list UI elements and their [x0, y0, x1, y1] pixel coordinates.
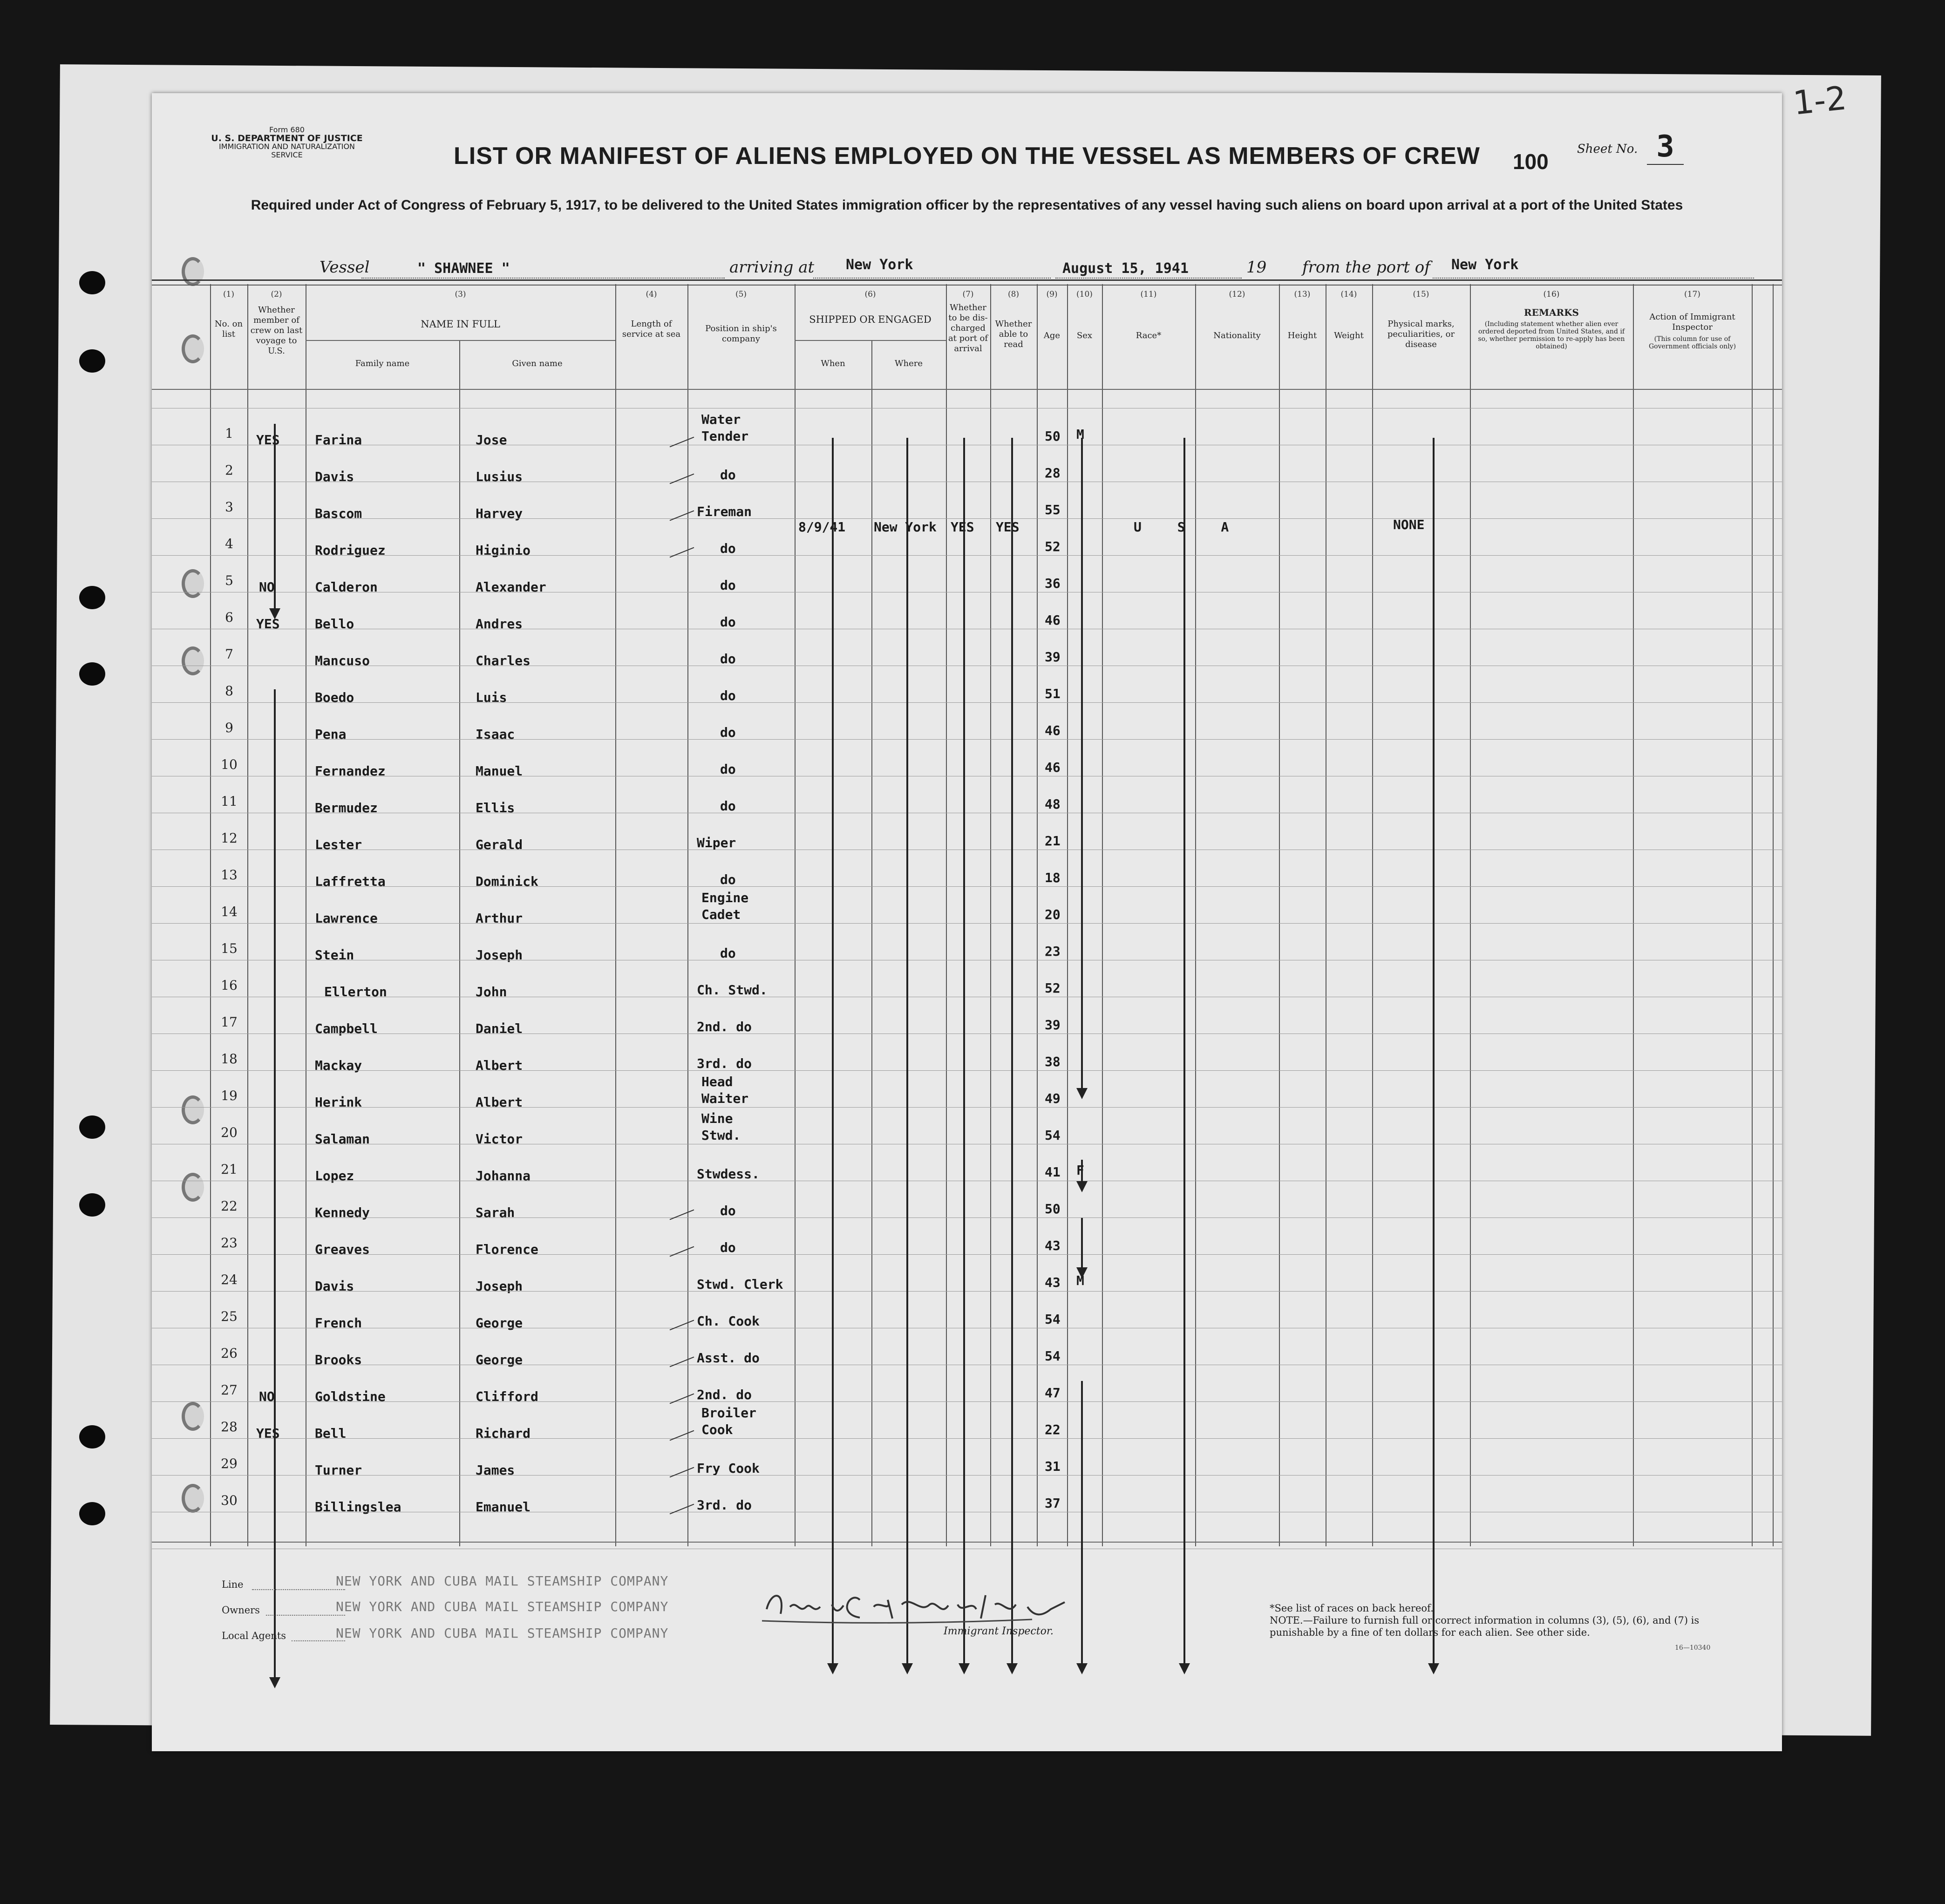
given-name: Manuel [476, 763, 523, 779]
position: Stwd. Clerk [697, 1277, 783, 1292]
binder-hole [79, 1115, 105, 1139]
previous-voyage-value: YES [256, 616, 280, 632]
given-name: George [476, 1352, 523, 1367]
col-number: (13) [1294, 290, 1311, 299]
races-note: *See list of races on back hereof. [1270, 1603, 1434, 1614]
given-name: Albert [476, 1095, 523, 1110]
position: Cook [701, 1422, 733, 1437]
age: 50 [1045, 428, 1061, 444]
header-sex: Sex [1076, 331, 1093, 340]
row-number: 8 [225, 683, 233, 699]
position: 2nd. do [697, 1387, 752, 1402]
age: 18 [1045, 870, 1061, 885]
family-name: Davis [315, 469, 354, 484]
family-name: Rodriguez [315, 543, 386, 558]
vessel-line [152, 252, 1782, 279]
row-number: 19 [221, 1088, 238, 1103]
family-name: Lawrence [315, 911, 378, 926]
col-number: (1) [223, 290, 235, 299]
col-number: (9) [1046, 290, 1058, 299]
col-number: (8) [1007, 290, 1020, 299]
arrival-date: August 15, 1941 [1062, 260, 1189, 277]
previous-voyage-value: YES [256, 432, 280, 448]
age: 54 [1045, 1348, 1061, 1364]
position: do [720, 725, 736, 740]
row-number: 20 [221, 1125, 238, 1140]
given-name: Joseph [476, 947, 523, 963]
age: 37 [1045, 1496, 1061, 1511]
inspector-signature [753, 1581, 1079, 1632]
vessel-name: " SHAWNEE " [417, 260, 510, 277]
row-number: 6 [225, 610, 233, 625]
family-name: Pena [315, 727, 347, 742]
row-number: 7 [225, 646, 233, 662]
binder-hole [79, 1193, 105, 1217]
header-inspector-action: Action of Immigrant Inspector [1649, 312, 1735, 332]
position: Tender [701, 428, 749, 444]
row-number: 26 [221, 1346, 238, 1361]
col-number: (2) [271, 290, 282, 299]
from-port-label: from the port of [1302, 258, 1430, 277]
row-number: 27 [221, 1382, 238, 1398]
page-subtitle: Required under Act of Congress of February 5, 1917, to be delivered to the United States immigration officer by the representatives of any vessel having such aliens on board upon arrival at a port of the United States [251, 197, 1683, 213]
row-number: 2 [225, 462, 233, 478]
position: Wiper [697, 835, 736, 850]
position: Ch. Cook [697, 1313, 760, 1329]
position: Broiler [701, 1405, 757, 1421]
given-name: Arthur [476, 911, 523, 926]
row-number: 24 [221, 1272, 238, 1287]
header-physical-marks: Physical marks, peculiarities, or disease [1387, 319, 1455, 349]
position: do [720, 872, 736, 887]
position: Fireman [697, 504, 752, 519]
row-number: 17 [221, 1014, 238, 1030]
service: IMMIGRATION AND NATURALIZATION SERVICE [219, 142, 355, 159]
given-name: Andres [476, 616, 523, 632]
age: 46 [1045, 723, 1061, 738]
header-family-name: Family name [355, 359, 410, 368]
position: Fry Cook [697, 1461, 760, 1476]
col-number: (11) [1140, 290, 1157, 299]
age: 39 [1045, 649, 1061, 665]
line-label: Line [222, 1579, 244, 1590]
row-number: 4 [225, 536, 233, 551]
given-name: James [476, 1462, 515, 1478]
family-name: Salaman [315, 1131, 370, 1147]
header-position: Position in ship's company [705, 324, 777, 344]
given-name: Alexander [476, 579, 546, 595]
row-number: 22 [221, 1198, 238, 1214]
family-name: Ellerton [324, 984, 387, 1000]
position: Water [701, 412, 741, 427]
given-name: Florence [476, 1242, 538, 1257]
binder-hole [79, 586, 105, 609]
family-name: Greaves [315, 1242, 370, 1257]
header-remarks: REMARKS [1524, 307, 1579, 318]
margin-note: 1-2 [1791, 79, 1849, 122]
age: 28 [1045, 465, 1061, 481]
age: 20 [1045, 907, 1061, 922]
year-prefix: 19 [1246, 258, 1267, 277]
header-previous-voyage: Whether member of crew on last voyage to U.S. [250, 305, 303, 356]
given-name: Higinio [476, 543, 531, 558]
col-number: (3) [455, 290, 466, 299]
family-name: Campbell [315, 1021, 378, 1036]
inspector-caption: Immigrant Inspector. [944, 1625, 1054, 1637]
age: 46 [1045, 760, 1061, 775]
family-name: Calderon [315, 579, 378, 595]
arriving-label: arriving at [729, 258, 815, 277]
age: 39 [1045, 1017, 1061, 1033]
age: 48 [1045, 796, 1061, 812]
col-number: (17) [1684, 290, 1700, 299]
vessel-label: Vessel [320, 258, 370, 277]
print-code: 16—10340 [1675, 1644, 1711, 1652]
given-name: Joseph [476, 1278, 523, 1294]
position: Head [701, 1074, 733, 1089]
position: do [720, 945, 736, 961]
age: 31 [1045, 1459, 1061, 1474]
age: 43 [1045, 1238, 1061, 1253]
previous-voyage-value: YES [256, 1426, 280, 1441]
position: do [720, 578, 736, 593]
header-shipped-where: Where [894, 359, 923, 368]
family-name: Bermudez [315, 800, 378, 816]
given-name: John [476, 984, 507, 1000]
row-number: 16 [221, 978, 238, 993]
age: 52 [1045, 980, 1061, 996]
owners-stamp: NEW YORK AND CUBA MAIL STEAMSHIP COMPANY [336, 1599, 669, 1614]
col-number: (7) [962, 290, 974, 299]
header-given-name: Given name [512, 359, 563, 368]
row-number: 1 [225, 426, 233, 441]
position: do [720, 762, 736, 777]
row-number: 12 [221, 830, 238, 846]
shipped-when-value: 8/9/41 [798, 519, 846, 535]
family-name: Farina [315, 432, 362, 448]
age: 54 [1045, 1312, 1061, 1327]
row-number: 29 [221, 1456, 238, 1471]
header-height: Height [1287, 331, 1317, 340]
able-to-read-value: YES [996, 519, 1020, 535]
family-name: Billingslea [315, 1499, 401, 1515]
header-discharged: Whether to be dis-charged at port of arrival [948, 303, 988, 354]
col-number: (5) [735, 290, 747, 299]
age: 23 [1045, 944, 1061, 959]
race-value: U S A [1134, 519, 1243, 535]
family-name: Boedo [315, 690, 354, 705]
age: 43 [1045, 1275, 1061, 1290]
owners-label: Owners [222, 1605, 260, 1616]
age: 46 [1045, 612, 1061, 628]
crew-table [152, 284, 1782, 1546]
agents-stamp: NEW YORK AND CUBA MAIL STEAMSHIP COMPANY [336, 1625, 669, 1641]
header-weight: Weight [1334, 331, 1364, 340]
row-number: 23 [221, 1235, 238, 1251]
given-name: Ellis [476, 800, 515, 816]
header-age: Age [1043, 331, 1061, 340]
age: 55 [1045, 502, 1061, 517]
col-number: (4) [646, 290, 657, 299]
family-name: Turner [315, 1462, 362, 1478]
position: Cadet [701, 907, 741, 922]
row-number: 11 [221, 794, 238, 809]
row-number: 9 [225, 720, 233, 735]
header-length-of-service: Length of service at sea [622, 319, 681, 339]
row-number: 10 [221, 757, 238, 772]
given-name: George [476, 1315, 523, 1331]
given-name: Clifford [476, 1389, 538, 1404]
position: Ch. Stwd. [697, 982, 768, 998]
manifest-number: 100 [1513, 150, 1549, 174]
age: 41 [1045, 1164, 1061, 1180]
position: Stwdess. [697, 1166, 760, 1182]
row-number: 14 [221, 904, 238, 919]
row-number: 15 [221, 941, 238, 956]
family-name: Kennedy [315, 1205, 370, 1220]
given-name: Jose [476, 432, 507, 448]
sheet-number-value: 3 [1647, 129, 1684, 165]
physical-marks-value: NONE [1393, 517, 1425, 532]
position: Stwd. [701, 1128, 741, 1143]
position: Asst. do [697, 1350, 760, 1366]
position: do [720, 1240, 736, 1255]
family-name: Bell [315, 1426, 347, 1441]
family-name: Lester [315, 837, 362, 852]
row-number: 5 [225, 573, 233, 588]
col-number: (16) [1543, 290, 1560, 299]
binder-hole [79, 271, 105, 294]
penalty-note: NOTE.—Failure to furnish full or correct information in columns (3), (5), (6), and (7) is punishable by a fine of ten dollars for each alien. See other side. [1270, 1615, 1700, 1638]
age: 38 [1045, 1054, 1061, 1069]
family-name: Mackay [315, 1058, 362, 1073]
sex: F [1076, 1163, 1084, 1178]
previous-voyage-value: NO [259, 579, 275, 595]
header-remarks-note: (Including statement whether alien ever ordered deported from United States, and if so, whether permission to re-apply has been obtained) [1478, 320, 1625, 350]
header-nationality: Nationality [1213, 331, 1261, 340]
family-name: Brooks [315, 1352, 362, 1367]
row-number: 28 [221, 1419, 238, 1435]
binder-hole [79, 1502, 105, 1525]
binder-hole [79, 662, 105, 686]
given-name: Emanuel [476, 1499, 531, 1515]
col-number: (10) [1076, 290, 1093, 299]
age: 50 [1045, 1201, 1061, 1217]
arriving-port: New York [846, 257, 913, 273]
given-name: Johanna [476, 1168, 531, 1183]
position: do [720, 688, 736, 703]
given-name: Victor [476, 1131, 523, 1147]
given-name: Gerald [476, 837, 523, 852]
row-number: 3 [225, 499, 233, 515]
col-number: (6) [864, 290, 876, 299]
position: 3rd. do [697, 1497, 752, 1513]
given-name: Charles [476, 653, 531, 668]
age: 51 [1045, 686, 1061, 701]
manifest-sheet [152, 93, 1782, 1751]
row-number: 18 [221, 1051, 238, 1067]
given-name: Lusius [476, 469, 523, 484]
given-name: Daniel [476, 1021, 523, 1036]
family-name: Stein [315, 947, 354, 963]
col-number: (15) [1413, 290, 1429, 299]
position: do [720, 614, 736, 630]
binder-hole [79, 349, 105, 373]
binder-hole [79, 1425, 105, 1448]
family-name: French [315, 1315, 362, 1331]
family-name: Lopez [315, 1168, 354, 1183]
age: 22 [1045, 1422, 1061, 1437]
position: do [720, 798, 736, 814]
given-name: Albert [476, 1058, 523, 1073]
age: 49 [1045, 1091, 1061, 1106]
position: Engine [701, 890, 749, 905]
shipped-where-value: New York [874, 519, 937, 535]
position: 2nd. do [697, 1019, 752, 1034]
age: 47 [1045, 1385, 1061, 1401]
position: do [720, 467, 736, 483]
sex: M [1076, 427, 1084, 442]
header-shipped-or-engaged: SHIPPED OR ENGAGED [809, 314, 932, 325]
family-name: Bascom [315, 506, 362, 521]
given-name: Luis [476, 690, 507, 705]
position: do [720, 1203, 736, 1218]
form-number: Form 680 [269, 125, 305, 134]
family-name: Mancuso [315, 653, 370, 668]
from-port: New York [1451, 257, 1519, 273]
family-name: Fernandez [315, 763, 386, 779]
given-name: Harvey [476, 506, 523, 521]
age: 52 [1045, 539, 1061, 554]
row-number: 21 [221, 1162, 238, 1177]
col-number: (14) [1340, 290, 1357, 299]
row-number: 30 [221, 1493, 238, 1508]
given-name: Richard [476, 1426, 531, 1441]
age: 54 [1045, 1128, 1061, 1143]
row-number: 13 [221, 867, 238, 883]
position: Waiter [701, 1091, 749, 1106]
position: do [720, 541, 736, 556]
age: 36 [1045, 576, 1061, 591]
position: do [720, 651, 736, 666]
family-name: Bello [315, 616, 354, 632]
discharged-value: YES [951, 519, 974, 535]
sheet-number-label: Sheet No. [1577, 142, 1638, 156]
given-name: Sarah [476, 1205, 515, 1220]
department: U. S. DEPARTMENT OF JUSTICE [211, 133, 363, 143]
agents-label: Local Agents [222, 1630, 286, 1641]
footer-notes [1270, 1602, 1735, 1639]
position: Wine [701, 1111, 733, 1126]
page-title: LIST OR MANIFEST OF ALIENS EMPLOYED ON THE VESSEL AS MEMBERS OF CREW [454, 143, 1480, 170]
header-name-in-full: NAME IN FULL [421, 319, 500, 330]
header-able-to-read: Whether able to read [995, 319, 1032, 349]
given-name: Isaac [476, 727, 515, 742]
family-name: Herink [315, 1095, 362, 1110]
family-name: Davis [315, 1278, 354, 1294]
previous-voyage-value: NO [259, 1389, 275, 1404]
header-inspector-note: (This column for use of Government officials only) [1648, 335, 1736, 350]
header-race: Race* [1136, 331, 1162, 340]
line-stamp: NEW YORK AND CUBA MAIL STEAMSHIP COMPANY [336, 1573, 669, 1589]
family-name: Laffretta [315, 874, 386, 889]
col-number: (12) [1229, 290, 1245, 299]
row-number: 25 [221, 1309, 238, 1324]
given-name: Dominick [476, 874, 538, 889]
position: 3rd. do [697, 1056, 752, 1071]
sex: M [1076, 1273, 1084, 1288]
header-shipped-when: When [821, 359, 845, 368]
header-no-on-list: No. on list [214, 319, 243, 339]
age: 21 [1045, 833, 1061, 849]
family-name: Goldstine [315, 1389, 386, 1404]
